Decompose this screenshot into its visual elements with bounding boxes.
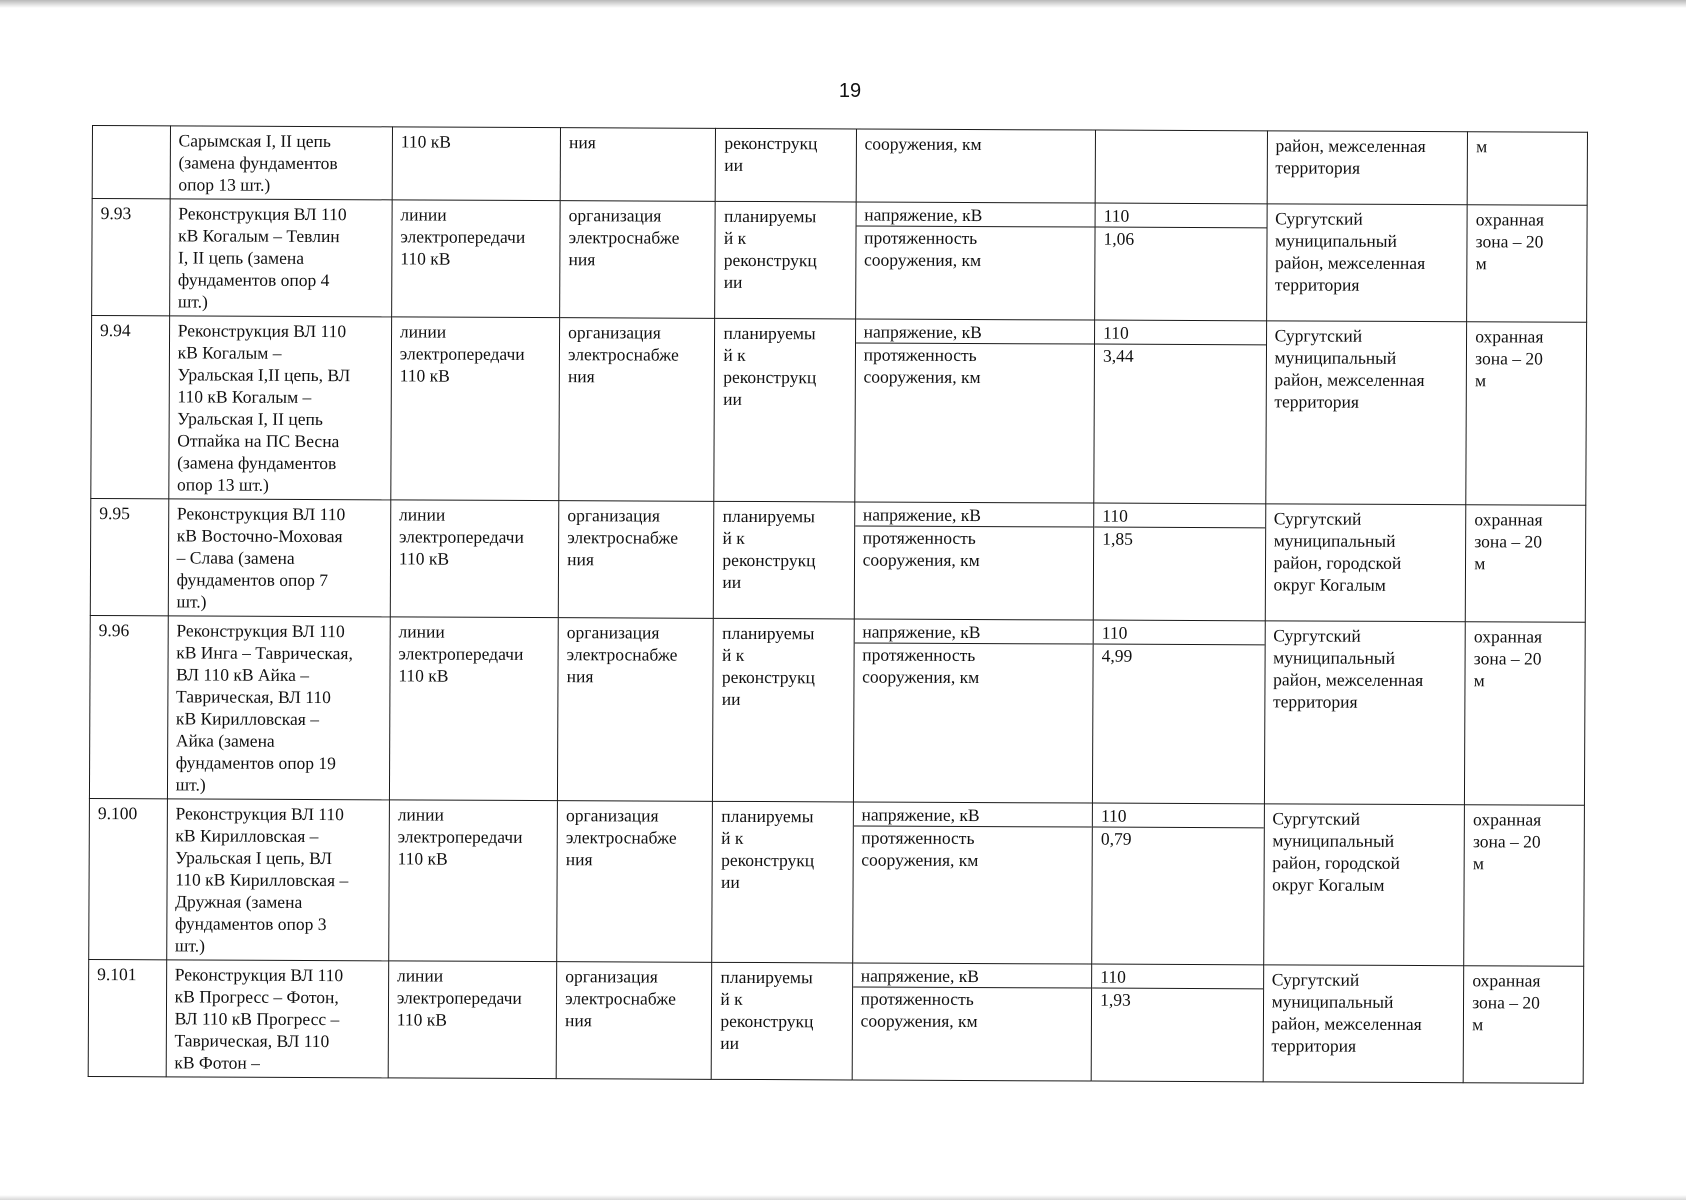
cell-status: планируемы й к реконструкц ии	[712, 962, 853, 1080]
param-label-length: протяженность сооружения, км	[863, 344, 981, 388]
param-value-voltage: 110	[1093, 804, 1264, 829]
cell-purpose: организация электроснабже ния	[558, 501, 714, 619]
cell-object-name: Реконструкция ВЛ 110 кВ Когалым – Уральская I,II цепь, ВЛ 110 кВ Когалым – Уральская I, II цепь Отпайка на ПС Весна (замена фундаментов опор 13 шт.)	[168, 316, 391, 500]
table-row	[91, 316, 1587, 506]
cell-object-name: Реконструкция ВЛ 110 кВ Кирилловская – Уральская I цепь, ВЛ 110 кВ Кирилловская – Дружная (замена фундаментов опор 3 шт.)	[166, 799, 389, 961]
cell-location: Сургутский муниципальный район, городской округ Когалым	[1263, 804, 1464, 966]
table-row	[88, 959, 1584, 1083]
param-value-length: 1,93	[1100, 989, 1131, 1010]
cell-object-name: Реконструкция ВЛ 110 кВ Прогресс – Фотон, ВЛ 110 кВ Прогресс – Таврическая, ВЛ 110 кВ Фотон –	[166, 960, 389, 1078]
cell-param-labels	[853, 619, 1093, 803]
cell-object-type: 110 кВ	[392, 127, 561, 201]
param-value-voltage: 110	[1096, 204, 1267, 229]
cell-param-labels	[854, 319, 1094, 503]
param-value-length: 1,85	[1102, 528, 1133, 549]
param-label-length: протяженность сооружения, км	[862, 527, 980, 571]
cell-number: 9.96	[89, 615, 167, 798]
cell-zone: охранная зона – 20 м	[1463, 966, 1583, 1084]
cell-purpose: организация электроснабже ния	[559, 318, 715, 502]
cell-object-name: Реконструкция ВЛ 110 кВ Когалым – Тевлин I, II цепь (замена фундаментов опор 4 шт.)	[169, 199, 392, 317]
cell-object-type: линии электропередачи 110 кВ	[389, 617, 558, 801]
cell-zone: охранная зона – 20 м	[1466, 322, 1587, 506]
cell-number: 9.100	[89, 798, 167, 959]
cell-param-values	[1095, 203, 1267, 321]
cell-status: планируемы й к реконструкц ии	[715, 201, 856, 319]
cell-status: планируемы й к реконструкц ии	[714, 501, 855, 619]
table-row	[89, 798, 1585, 966]
param-label-voltage: напряжение, кВ	[856, 319, 1095, 344]
cell-param-values	[1093, 503, 1265, 621]
table-row	[92, 199, 1588, 323]
table-row-continuation	[92, 126, 1587, 206]
param-label-length: протяженность сооружения, км	[861, 827, 979, 871]
cell-location: Сургутский муниципальный район, межселенная территория	[1266, 204, 1467, 322]
cell-purpose: организация электроснабже ния	[557, 801, 713, 963]
cell-zone: охранная зона – 20 м	[1467, 205, 1587, 323]
cell-number: 9.93	[92, 199, 170, 316]
cell-purpose: ния	[560, 128, 716, 202]
param-label-voltage: напряжение, кВ	[855, 502, 1094, 527]
objects-table	[88, 125, 1588, 1084]
param-value-length: 3,44	[1103, 345, 1134, 366]
cell-number: 9.95	[90, 498, 168, 615]
cell-object-name: Реконструкция ВЛ 110 кВ Инга – Таврическая, ВЛ 110 кВ Айка – Таврическая, ВЛ 110 кВ Кирилловская – Айка (замена фундаментов опор 19 шт.)	[167, 616, 390, 800]
cell-param-values	[1093, 620, 1265, 804]
param-value-voltage: 110	[1095, 321, 1266, 346]
page-number: 19	[838, 80, 862, 102]
param-label-voltage: напряжение, кВ	[853, 802, 1092, 827]
cell-object-type: линии электропередачи 110 кВ	[391, 200, 560, 318]
param-label-voltage: напряжение, кВ	[856, 202, 1095, 227]
cell-purpose: организация электроснабже ния	[560, 201, 716, 319]
cell-object-name: Сарымская I, II цепь (замена фундаментов опор 13 шт.)	[170, 126, 393, 200]
cell-status: планируемы й к реконструкц ии	[714, 318, 855, 502]
cell-object-type: линии электропередачи 110 кВ	[388, 961, 557, 1079]
cell-location: Сургутский муниципальный район, городской округ Когалым	[1265, 504, 1466, 622]
cell-zone: охранная зона – 20 м	[1465, 505, 1585, 623]
param-value-length: 4,99	[1101, 645, 1133, 666]
table-row	[89, 615, 1585, 805]
cell-param-values	[1091, 964, 1263, 1082]
scan-edge-bottom	[0, 1195, 1686, 1200]
cell-location: Сургутский муниципальный район, межселенная территория	[1265, 321, 1466, 505]
cell-param-values	[1094, 320, 1266, 504]
cell-purpose: организация электроснабже ния	[556, 962, 712, 1080]
cell-number: 9.101	[88, 959, 166, 1076]
cell-param-labels	[855, 202, 1095, 320]
cell-purpose: организация электроснабже ния	[558, 618, 714, 802]
cell-zone: м	[1467, 132, 1587, 206]
param-label-length: протяженность сооружения, км	[863, 227, 982, 271]
cell-status: планируемы й к реконструкц ии	[713, 618, 854, 802]
cell-param-labels	[852, 963, 1092, 1081]
cell-number: 9.94	[91, 316, 169, 499]
cell-object-type: линии электропередачи 110 кВ	[390, 500, 559, 618]
scan-edge-top	[0, 0, 1686, 8]
cell-zone: охранная зона – 20 м	[1465, 622, 1586, 806]
param-label-length: протяженность сооружения, км	[860, 988, 978, 1032]
cell-object-name: Реконструкция ВЛ 110 кВ Восточно-Моховая – Слава (замена фундаментов опор 7 шт.)	[168, 499, 391, 617]
cell-param-labels	[854, 502, 1094, 620]
cell-location: район, межселенная территория	[1267, 131, 1468, 205]
table-row	[90, 498, 1586, 622]
param-label-length: протяженность сооружения, км	[862, 644, 980, 688]
cell-param-label: сооружения, км	[856, 129, 1096, 203]
cell-object-type: линии электропередачи 110 кВ	[389, 800, 558, 962]
cell-object-type: линии электропередачи 110 кВ	[391, 317, 560, 501]
param-value-length: 1,06	[1103, 228, 1135, 249]
cell-status: реконструкц ии	[716, 128, 857, 202]
cell-status: планируемы й к реконструкц ии	[712, 801, 853, 963]
param-label-voltage: напряжение, кВ	[853, 963, 1092, 988]
cell-param-labels	[852, 802, 1092, 964]
cell-location: Сургутский муниципальный район, межселенная территория	[1264, 621, 1465, 805]
cell-location: Сургутский муниципальный район, межселенная территория	[1263, 965, 1464, 1083]
param-label-voltage: напряжение, кВ	[854, 619, 1093, 644]
cell-zone: охранная зона – 20 м	[1464, 805, 1585, 967]
param-value-voltage: 110	[1094, 504, 1265, 529]
cell-param-value	[1095, 130, 1267, 204]
cell-param-values	[1092, 803, 1264, 965]
param-value-voltage: 110	[1092, 965, 1263, 990]
param-value-voltage: 110	[1094, 621, 1265, 646]
param-value-length: 0,79	[1100, 828, 1132, 849]
cell-number	[92, 126, 170, 199]
